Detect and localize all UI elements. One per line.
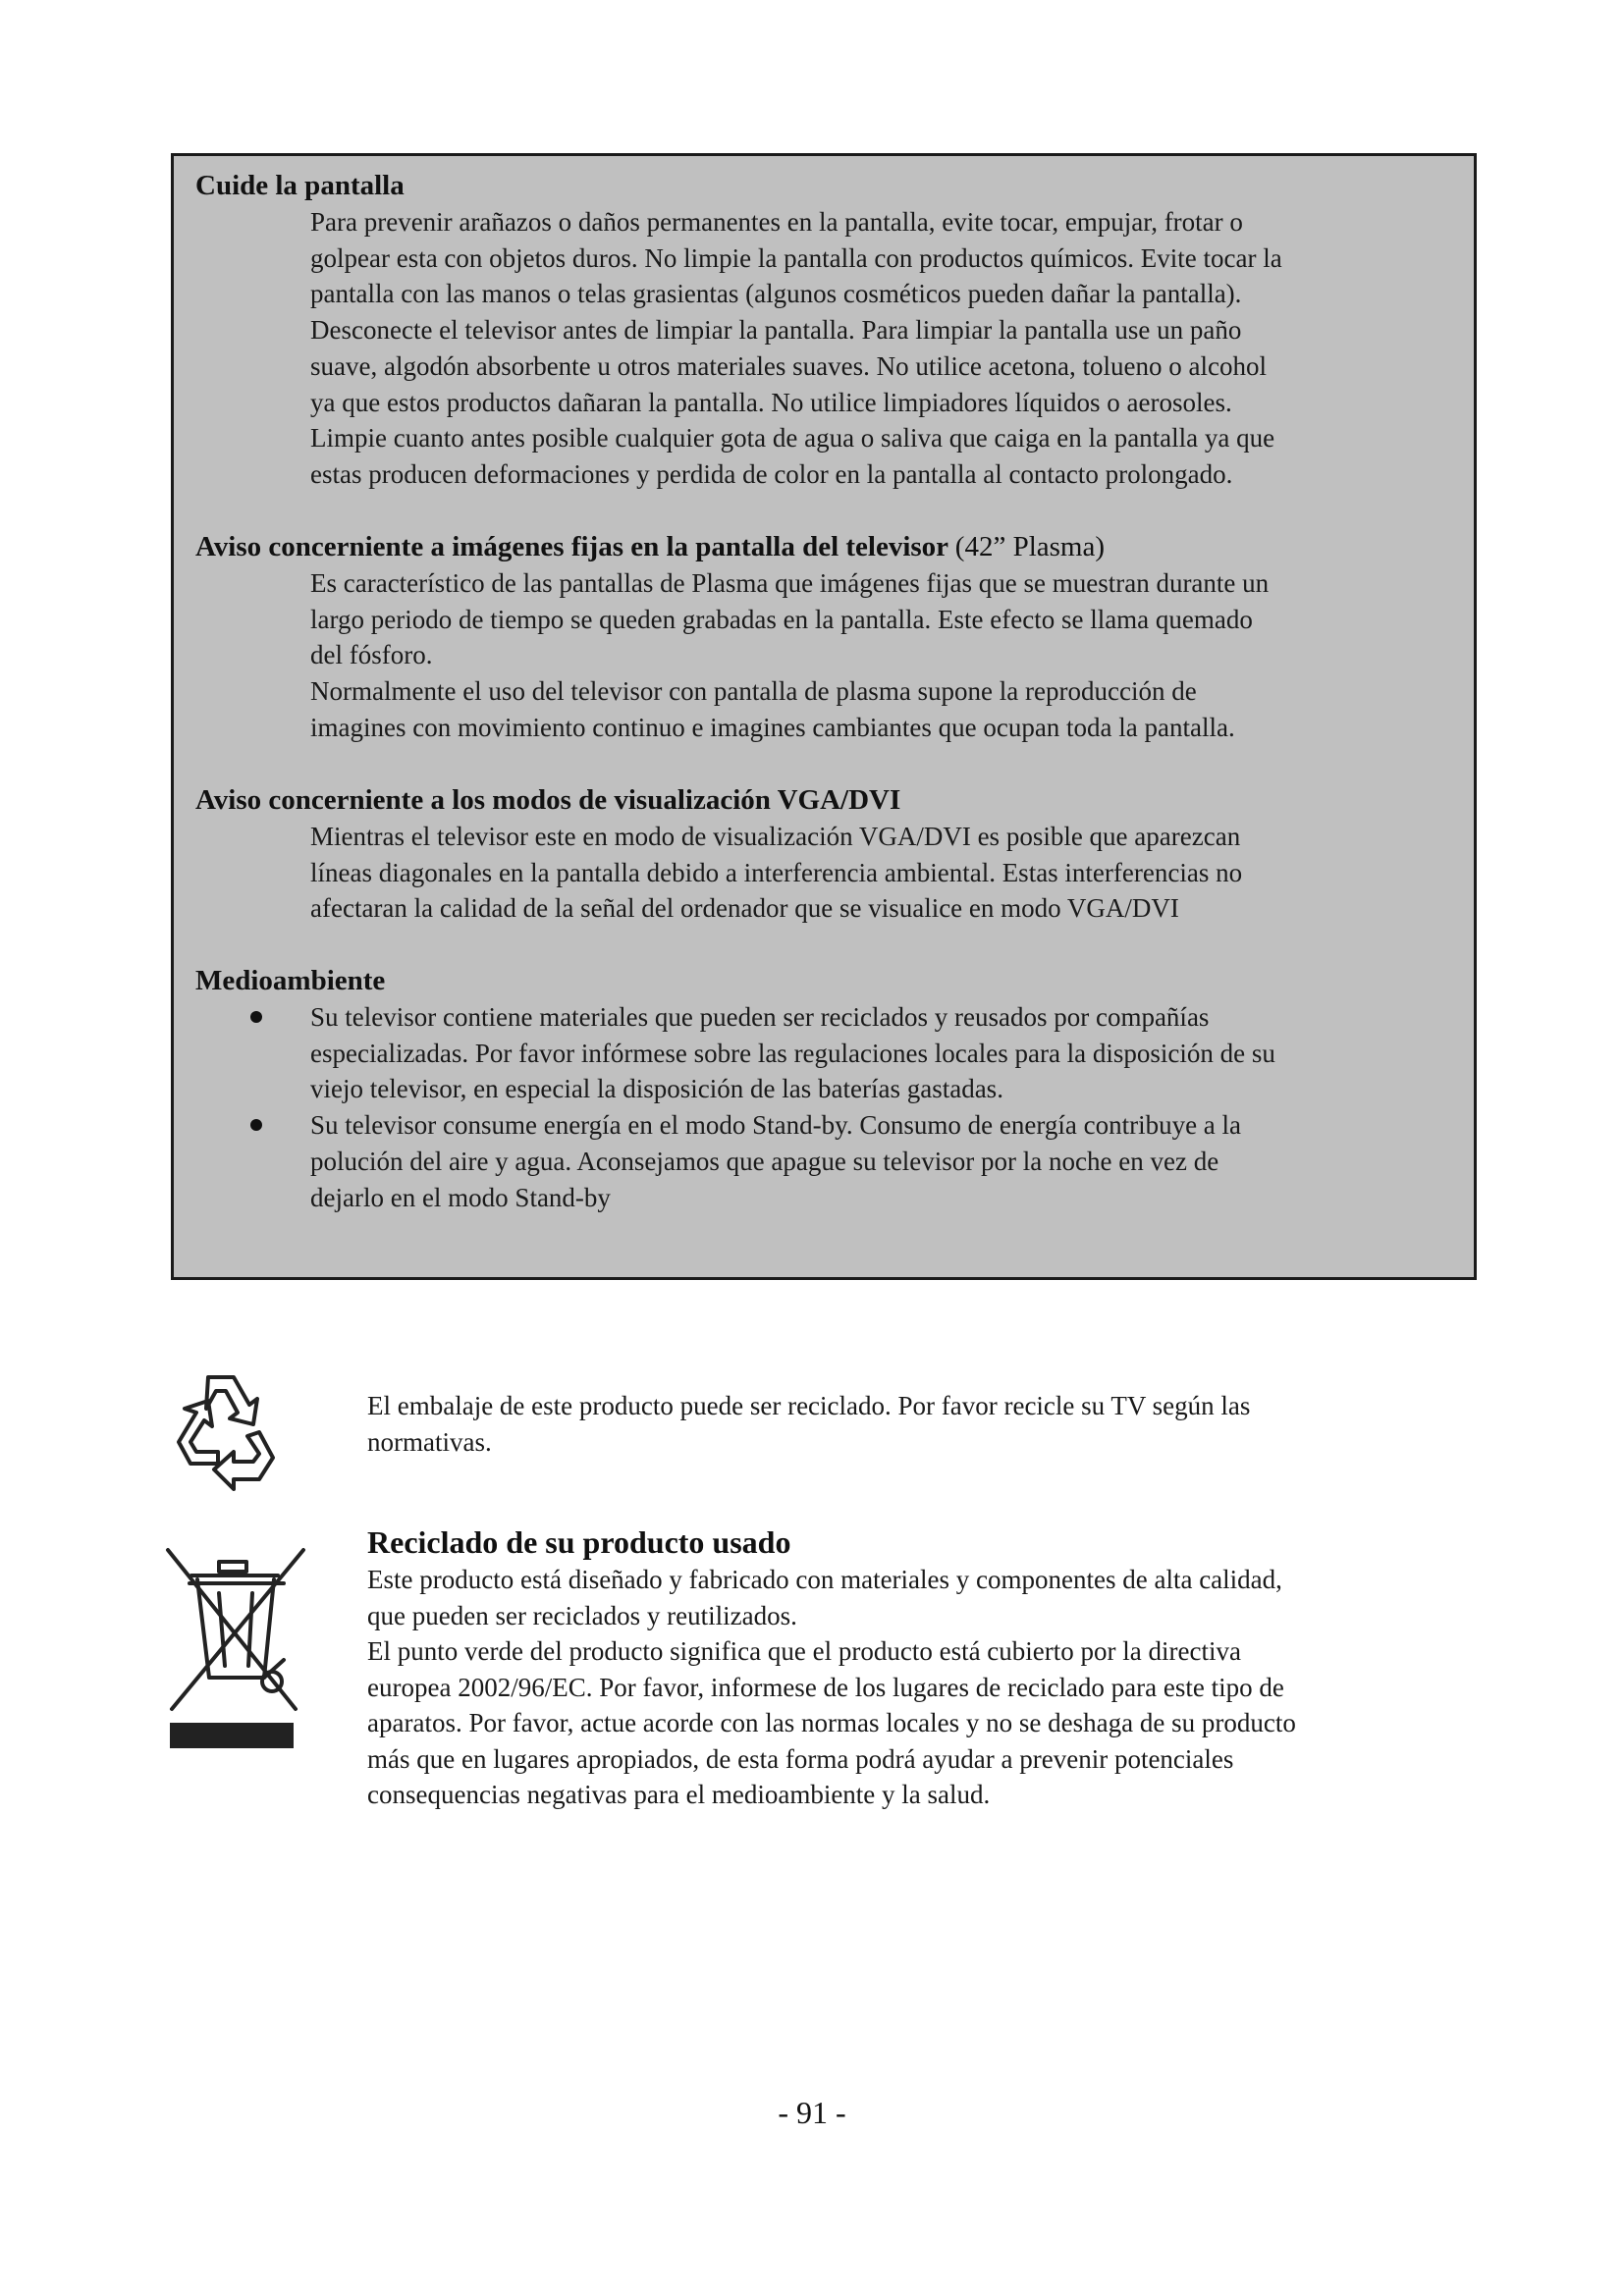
paragraph: Es característico de las pantallas de Plasma que imágenes fijas que se muestran durante un largo periodo de tiempo se queden grabadas en la pantalla. Este efecto se llama quemado del fósforo. bbox=[310, 568, 1270, 670]
bullet-text: Su televisor contiene materiales que pueden ser reciclados y reusados por compañías especializadas. Por favor infórmese sobre las regulaciones locales para la disposición de su viejo televisor, en especial la disposición de las baterías gastadas. bbox=[310, 1002, 1275, 1104]
section-title bbox=[195, 529, 1459, 565]
section-title: Aviso concerniente a los modos de visualización VGA/DVI bbox=[195, 784, 901, 816]
section-still-images bbox=[195, 529, 1459, 746]
bullet-text: Su televisor consume energía en el modo Stand-by. Consumo de energía contribuye a la polución del aire y agua. Aconsejamos que apague su televisor por la noche en vez de dejarlo en el modo Stand-by bbox=[310, 1110, 1242, 1212]
notice-box bbox=[171, 153, 1477, 1280]
section-title: Medioambiente bbox=[195, 965, 386, 996]
list-item bbox=[195, 999, 1472, 1107]
paragraph: Para prevenir arañazos o daños permanentes en la pantalla, evite tocar, empujar, frotar o golpear esta con objetos duros. No limpie la pantalla con productos químicos. Evite tocar la pantalla con las manos o telas grasientas (algunos cosméticos pueden dañar la pantalla). bbox=[310, 207, 1282, 309]
recycling-title: Reciclado de su producto usado bbox=[367, 1524, 791, 1560]
bullet-icon bbox=[250, 1011, 262, 1023]
paragraph: Limpie cuanto antes posible cualquier gota de agua o saliva que caiga en la pantalla ya que estas producen deformaciones y perdida de color en la pantalla al contacto prolongado. bbox=[310, 423, 1275, 489]
paragraph: Este producto está diseñado y fabricado con materiales y componentes de alta calidad, que pueden ser reciclados y reutilizados. bbox=[367, 1565, 1282, 1630]
page-number: - 91 - bbox=[778, 2095, 846, 2130]
bullet-list bbox=[195, 999, 1472, 1215]
paragraph: Mientras el televisor este en modo de visualización VGA/DVI es posible que aparezcan líneas diagonales en la pantalla debido a interferencia ambiental. Estas interferencias no afectaran la calidad de la señal del ordenador que se visualice en modo VGA/DVI bbox=[310, 822, 1243, 924]
recycling-section bbox=[367, 1522, 1477, 1813]
bullet-icon bbox=[250, 1119, 262, 1131]
paragraph: Normalmente el uso del televisor con pantalla de plasma supone la reproducción de imagines con movimiento continuo e imagines cambiantes que ocupan toda la pantalla. bbox=[310, 676, 1235, 742]
paragraph: Desconecte el televisor antes de limpiar la pantalla. Para limpiar la pantalla use un paño suave, algodón absorbente u otros materiales suaves. No utilice acetona, tolueno o alcohol ya que estos productos dañaran la pantalla. No utilice limpiadores líquidos o aerosoles. bbox=[310, 315, 1267, 417]
section-vga-dvi bbox=[195, 782, 1459, 927]
section-environment bbox=[195, 963, 1472, 1215]
recycle-icon bbox=[157, 1369, 285, 1492]
section-title: Cuide la pantalla bbox=[195, 170, 405, 201]
packaging-text: El embalaje de este producto puede ser reciclado. Por favor recicle su TV según las normativas. bbox=[367, 1391, 1251, 1457]
list-item bbox=[195, 1107, 1472, 1215]
section-body bbox=[310, 204, 1459, 493]
section-screen-care bbox=[195, 168, 1459, 493]
crossed-bin-icon bbox=[162, 1544, 309, 1750]
section-body bbox=[310, 565, 1459, 746]
section-title-text: Aviso concerniente a imágenes fijas en la pantalla del televisor bbox=[195, 531, 948, 562]
section-title-suffix: (42” Plasma) bbox=[954, 531, 1106, 562]
section-body bbox=[310, 819, 1459, 927]
paragraph: El punto verde del producto significa que el producto está cubierto por la directiva europea 2002/96/EC. Por favor, informese de los lugares de reciclado para este tipo de aparatos. Por favor, actue acorde con las normas locales y no se deshaga de su producto más que en lugares apropiados, de esta forma podrá ayudar a prevenir potenciales consequencias negativas para el medioambiente y la salud. bbox=[367, 1636, 1296, 1809]
